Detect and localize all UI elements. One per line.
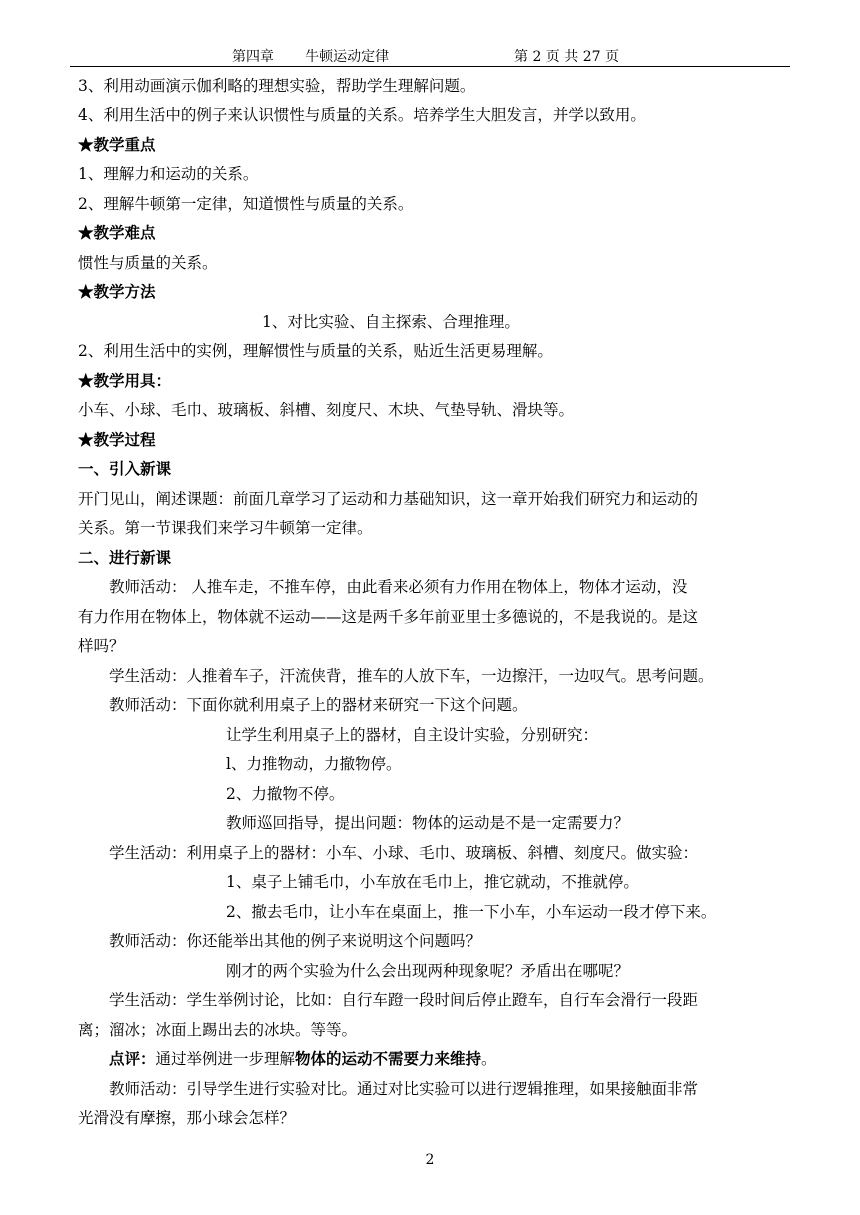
- section-heading: ★教学难点: [78, 223, 156, 242]
- paragraph-line: 教师巡回指导，提出问题：物体的运动是不是一定需要力？: [226, 814, 630, 832]
- comment-label: 点评：: [109, 1049, 156, 1068]
- section-heading: ★教学重点: [78, 135, 156, 154]
- section-heading: ★教学用具：: [78, 371, 172, 390]
- paragraph-line: 学生活动：人推着车子，汗流侠背，推车的人放下车，一边擦汗，一边叹气。思考问题。: [109, 667, 714, 685]
- paragraph-line: 4、利用生活中的例子来认识惯性与质量的关系。培养学生大胆发言，并学以致用。: [78, 106, 646, 124]
- paragraph-line: 1、对比实验、自主探索、合理推理。: [262, 313, 520, 331]
- paragraph-line: 2、理解牛顿第一定律，知道惯性与质量的关系。: [78, 195, 414, 213]
- paragraph-line: 学生活动：学生举例讨论，比如：自行车蹬一段时间后停止蹬车，自行车会滑行一段距: [109, 991, 699, 1009]
- page-header: [232, 46, 619, 66]
- paragraph-line: 教师活动： 人推车走，不推车停，由此看来必须有力作用在物体上，物体才运动，没: [109, 578, 688, 596]
- paragraph-line: 有力作用在物体上，物体就不运动——这是两千多年前亚里士多德说的，不是我说的。是这: [78, 608, 699, 626]
- header-title: 牛顿运动定律: [305, 49, 390, 65]
- subsection-heading: 二、进行新课: [78, 548, 172, 567]
- paragraph-line: 3、利用动画演示伽利略的理想实验，帮助学生理解问题。: [78, 77, 476, 95]
- paragraph-line: 开门见山，阐述课题：前面几章学习了运动和力基础知识，这一章开始我们研究力和运动的: [78, 490, 699, 508]
- paragraph-line: 小车、小球、毛巾、玻璃板、斜槽、刻度尺、木块、气垫导轨、滑块等。: [78, 401, 575, 419]
- page-number: 2: [425, 1152, 435, 1168]
- paragraph-line: 教师活动：你还能举出其他的例子来说明这个问题吗？: [109, 932, 482, 950]
- paragraph-line: 关系。第一节课我们来学习牛顿第一定律。: [78, 519, 373, 537]
- comment-end: 。: [481, 1050, 497, 1068]
- paragraph-line: 样吗？: [78, 637, 125, 655]
- paragraph-line: 1、理解力和运动的关系。: [78, 165, 259, 183]
- header-page-label: 第 2 页 共 27 页: [514, 49, 619, 65]
- paragraph-line: 教师活动：引导学生进行实验对比。通过对比实验可以进行逻辑推理，如果接触面非常: [109, 1080, 699, 1098]
- header-chapter: 第四章: [232, 49, 274, 65]
- paragraph-line: 2、利用生活中的实例，理解惯性与质量的关系，贴近生活更易理解。: [78, 342, 553, 360]
- header-rule: [70, 66, 790, 67]
- section-heading: ★教学过程: [78, 430, 156, 449]
- subsection-heading: 一、引入新课: [78, 459, 172, 478]
- paragraph-line: 光滑没有摩擦，那小球会怎样？: [78, 1109, 296, 1127]
- paragraph-line: 2、力撤物不停。: [226, 785, 345, 803]
- paragraph-line: 离；溜冰；冰面上踢出去的冰块。等等。: [78, 1021, 358, 1039]
- paragraph-line: 2、撤去毛巾，让小车在桌面上，推一下小车，小车运动一段才停下来。: [226, 903, 717, 921]
- comment-line: [109, 1049, 497, 1069]
- comment-emphasis: 物体的运动不需要力来维持: [295, 1049, 482, 1068]
- paragraph-line: 教师活动：下面你就利用桌子上的器材来研究一下这个问题。: [109, 696, 528, 714]
- paragraph-line: 刚才的两个实验为什么会出现两种现象呢？矛盾出在哪呢？: [226, 962, 630, 980]
- paragraph-line: 1、桌子上铺毛巾，小车放在毛巾上，推它就动，不推就停。: [226, 873, 639, 891]
- comment-text: 通过举例进一步理解: [155, 1050, 296, 1068]
- paragraph-line: 学生活动：利用桌子上的器材：小车、小球、毛巾、玻璃板、斜槽、刻度尺。做实验：: [109, 844, 699, 862]
- paragraph-line: 惯性与质量的关系。: [78, 254, 218, 272]
- paragraph-line: l、力推物动，力撤物停。: [226, 755, 402, 773]
- section-heading: ★教学方法: [78, 282, 156, 301]
- paragraph-line: 让学生利用桌子上的器材，自主设计实验，分别研究：: [226, 726, 599, 744]
